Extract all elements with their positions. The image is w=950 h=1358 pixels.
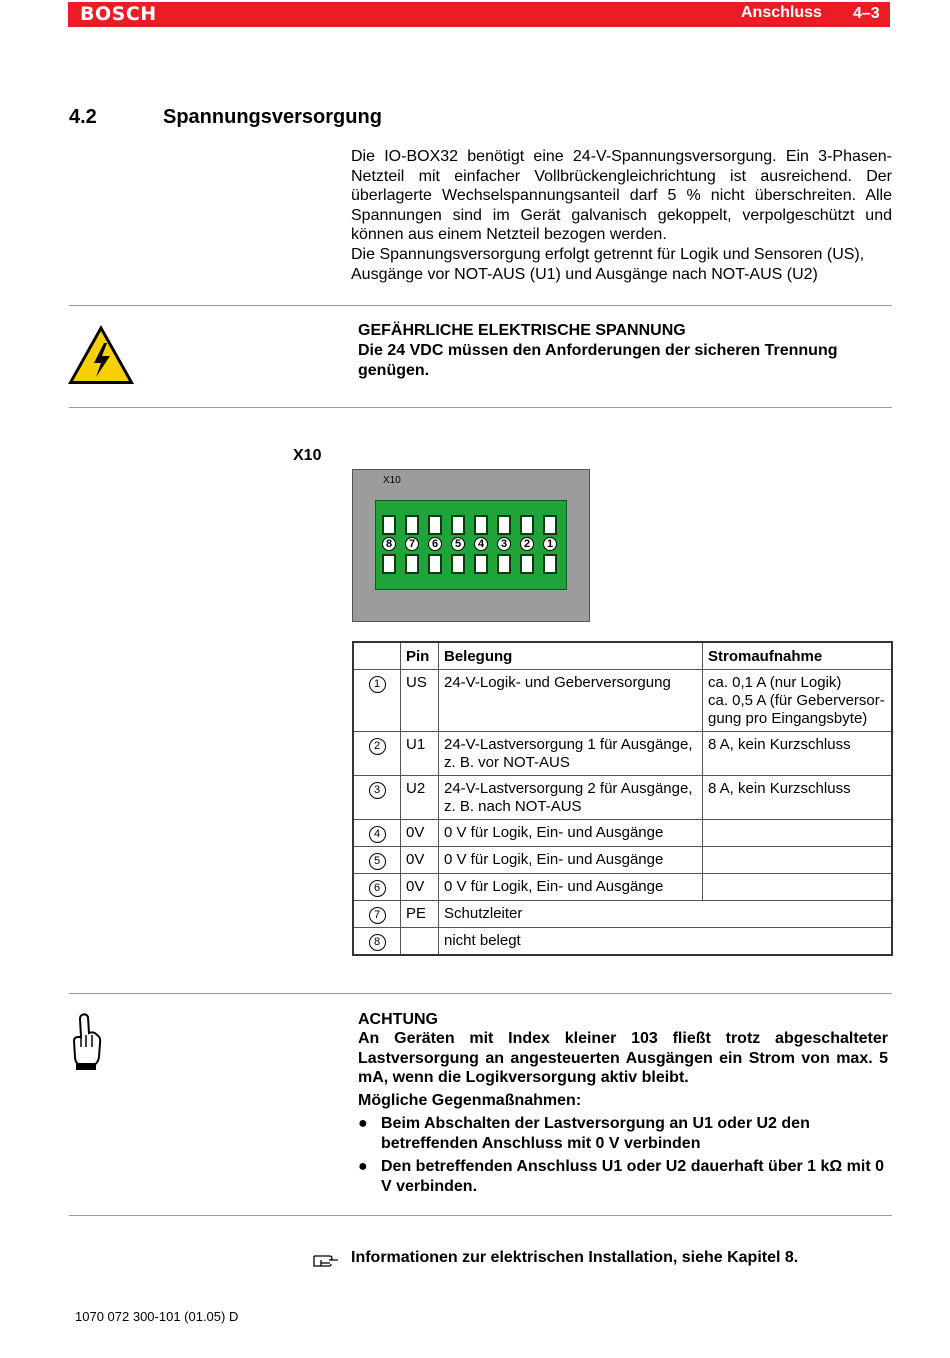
pin-cell: PE (401, 901, 439, 928)
connector-inner-label: X10 (383, 475, 401, 486)
row-number-cell (353, 901, 401, 928)
row-number: 1 (369, 676, 386, 693)
terminal-slot-top (428, 515, 442, 535)
row-number: 8 (369, 934, 386, 951)
terminal-slot-bottom (474, 554, 488, 574)
info-text: Informationen zur elektrischen Installation, siehe Kapitel 8. (351, 1249, 799, 1266)
terminal-slot-bottom (405, 554, 419, 574)
row-number: 3 (369, 782, 386, 799)
terminal-slot-top (405, 515, 419, 535)
connector-pin-number: 7 (405, 537, 419, 551)
belegung-line: nicht belegt (444, 932, 521, 949)
connector-pin-number: 8 (382, 537, 396, 551)
stromaufnahme-cell (703, 776, 893, 820)
terminal-slot-top (382, 515, 396, 535)
brand-logo: BOSCH (80, 3, 157, 25)
bullet-icon: ● (358, 1158, 368, 1175)
stromaufnahme-line: ca. 0,1 A (nur Logik) (708, 674, 842, 691)
page-header (68, 2, 890, 27)
pointing-hand-icon (70, 1013, 102, 1071)
table-row (353, 776, 892, 820)
stromaufnahme-cell (703, 874, 893, 901)
table-row (353, 670, 892, 732)
divider (69, 407, 892, 408)
table-row (353, 732, 892, 776)
row-number-cell (353, 928, 401, 956)
row-number-cell (353, 820, 401, 847)
table-header-row (353, 642, 892, 670)
pin-assignment-table (352, 641, 893, 956)
terminal-block (375, 500, 567, 590)
row-number: 5 (369, 853, 386, 870)
stromaufnahme-line: 8 A, kein Kurzschluss (708, 780, 851, 797)
divider (69, 1215, 892, 1216)
stromaufnahme-cell (703, 847, 893, 874)
pin-cell: 0V (401, 874, 439, 901)
belegung-line: 0 V für Logik, Ein- und Ausgänge (444, 851, 664, 868)
section-number: 4.2 (69, 106, 97, 128)
list-item (358, 1114, 888, 1154)
belegung-line: 0 V für Logik, Ein- und Ausgänge (444, 824, 664, 841)
intro-paragraph-1: Die IO-BOX32 benötigt eine 24-V-Spannungsversorgung. Ein 3-Phasen-Netzteil mit einfacher Vollbrückengleichrichtung ist ausreichend. Der überlagerte Wechselspannungsanteil darf 5 % nicht überschreiten. Alle Spannungen sind im Gerät galvanisch gekoppelt, verpolgeschützt und können aus einem Netzteil bezogen werden. (351, 148, 892, 243)
belegung-line: 0 V für Logik, Ein- und Ausgänge (444, 878, 664, 895)
table-header-num (353, 642, 401, 670)
row-number-cell (353, 776, 401, 820)
table-row (353, 820, 892, 847)
terminal-slot-bottom (543, 554, 557, 574)
pin-cell: 0V (401, 820, 439, 847)
terminal-slot-top (451, 515, 465, 535)
terminal-slot-top (497, 515, 511, 535)
table-header-belegung: Belegung (439, 642, 703, 670)
high-voltage-warning-icon (66, 323, 136, 386)
pin-cell: US (401, 670, 439, 732)
attention-text: An Geräten mit Index kleiner 103 fließt trotz abgeschalteter Lastversorgung an angesteuerten Ausgängen ein Strom von max. 5 mA, wenn die Logikversorgung aktiv bleibt. (358, 1030, 888, 1086)
table-header-pin: Pin (401, 642, 439, 670)
terminal-slot-bottom (382, 554, 396, 574)
belegung-line: 24-V-Logik- und Geberversorgung (444, 674, 671, 691)
belegung-cell (439, 670, 703, 732)
connector-pin-number: 1 (543, 537, 557, 551)
connector-pin-number: 5 (451, 537, 465, 551)
terminal-slot-top (474, 515, 488, 535)
bullet-icon: ● (358, 1115, 368, 1132)
pin-cell: 0V (401, 847, 439, 874)
table-row (353, 901, 892, 928)
pin-cell: U2 (401, 776, 439, 820)
belegung-line: z. B. nach NOT-AUS (444, 798, 582, 815)
divider (69, 305, 892, 306)
footer-document-number: 1070 072 300-101 (01.05) D (75, 1309, 239, 1324)
row-number: 6 (369, 880, 386, 897)
terminal-slot-bottom (428, 554, 442, 574)
stromaufnahme-cell (703, 820, 893, 847)
warning-text: Die 24 VDC müssen den Anforderungen der sicheren Trennung genügen. (358, 342, 838, 379)
belegung-cell (439, 820, 703, 847)
belegung-cell (439, 901, 893, 928)
belegung-cell (439, 874, 703, 901)
attention-title: ACHTUNG (358, 1011, 438, 1028)
countermeasures-title: Mögliche Gegenmaßnahmen: (358, 1092, 582, 1109)
list-item-text: Den betreffenden Anschluss U1 oder U2 dauerhaft über 1 kΩ mit 0 V verbinden. (381, 1158, 885, 1195)
connector-label: X10 (293, 447, 322, 464)
connector-pin-number: 6 (428, 537, 442, 551)
connector-pin-number: 4 (474, 537, 488, 551)
intro-paragraph-2: Die Spannungsversorgung erfolgt getrennt für Logik und Sensoren (US), Ausgänge vor NOT-AUS (U1) und Ausgänge nach NOT-AUS (U2) (351, 246, 865, 283)
terminal-slot-bottom (497, 554, 511, 574)
belegung-line: 24-V-Lastversorgung 1 für Ausgänge, (444, 736, 693, 753)
terminal-slot-bottom (451, 554, 465, 574)
header-section-name: Anschluss (741, 4, 822, 21)
terminal-slot-top (520, 515, 534, 535)
belegung-cell (439, 732, 703, 776)
pin-cell (401, 928, 439, 956)
belegung-cell (439, 928, 893, 956)
stromaufnahme-cell (703, 732, 893, 776)
belegung-line: Schutzleiter (444, 905, 523, 922)
stromaufnahme-line: ca. 0,5 A (für Geberversor- (708, 692, 885, 709)
row-number-cell (353, 847, 401, 874)
section-title: Spannungsversorgung (163, 106, 382, 128)
belegung-cell (439, 847, 703, 874)
warning-title: GEFÄHRLICHE ELEKTRISCHE SPANNUNG (358, 322, 686, 339)
terminal-slot-top (543, 515, 557, 535)
terminal-slot-bottom (520, 554, 534, 574)
row-number-cell (353, 732, 401, 776)
row-number-cell (353, 874, 401, 901)
table-row (353, 847, 892, 874)
pointing-finger-icon (313, 1250, 339, 1268)
connector-pin-number: 3 (497, 537, 511, 551)
stromaufnahme-cell (703, 670, 893, 732)
stromaufnahme-line: 8 A, kein Kurzschluss (708, 736, 851, 753)
row-number: 4 (369, 826, 386, 843)
table-header-stromaufnahme: Stromaufnahme (703, 642, 893, 670)
row-number-cell (353, 670, 401, 732)
belegung-cell (439, 776, 703, 820)
divider (69, 993, 892, 994)
table-row (353, 928, 892, 956)
pin-cell: U1 (401, 732, 439, 776)
belegung-line: 24-V-Lastversorgung 2 für Ausgänge, (444, 780, 693, 797)
stromaufnahme-line: gung pro Eingangsbyte) (708, 710, 868, 727)
list-item (358, 1157, 888, 1197)
list-item-text: Beim Abschalten der Lastversorgung an U1 oder U2 den betreffenden Anschluss mit 0 V verbinden (381, 1115, 810, 1152)
connector-pin-number: 2 (520, 537, 534, 551)
table-row (353, 874, 892, 901)
header-page-number: 4–3 (853, 5, 880, 22)
row-number: 7 (369, 907, 386, 924)
row-number: 2 (369, 738, 386, 755)
belegung-line: z. B. vor NOT-AUS (444, 754, 570, 771)
